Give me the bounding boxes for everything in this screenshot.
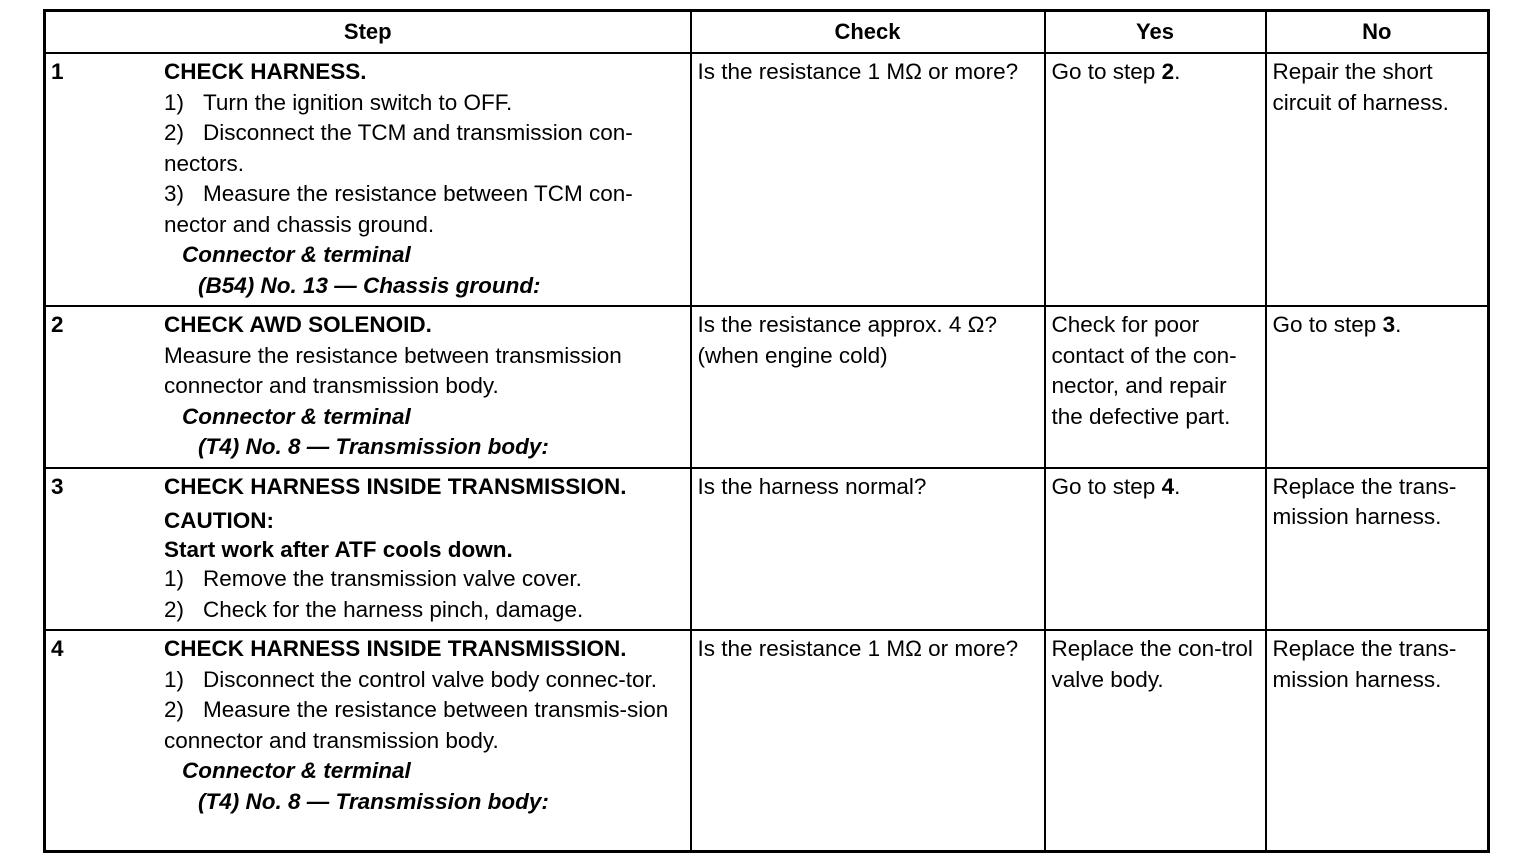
table-row bbox=[45, 306, 1489, 468]
no-cell: Replace the trans-mission harness. bbox=[1266, 468, 1489, 631]
substep: 1) Disconnect the control valve body connec-tor. bbox=[164, 666, 657, 692]
caution-text: Start work after ATF cools down. bbox=[164, 537, 513, 562]
no-cell: Repair the short circuit of harness. bbox=[1266, 53, 1489, 306]
substep: 2) Disconnect the TCM and transmission con-nectors. bbox=[164, 120, 633, 176]
header-row bbox=[45, 11, 1489, 54]
table-row bbox=[45, 468, 1489, 631]
substep: 1) Turn the ignition switch to OFF. bbox=[164, 89, 513, 115]
substep: 1) Remove the transmission valve cover. bbox=[164, 566, 582, 591]
step-cell bbox=[45, 468, 691, 631]
step-reference: 2 bbox=[1161, 59, 1175, 84]
step-cell bbox=[45, 630, 691, 851]
yes-cell: Go to step 2. bbox=[1045, 53, 1266, 306]
connector-value: (B54) No. 13 — Chassis ground: bbox=[198, 272, 541, 298]
header-no: No bbox=[1266, 11, 1489, 54]
step-number: 1 bbox=[51, 59, 64, 84]
yes-cell: Replace the con-trol valve body. bbox=[1045, 630, 1266, 851]
step-reference: 3 bbox=[1382, 312, 1396, 337]
step-cell bbox=[45, 306, 691, 468]
yes-cell: Go to step 4. bbox=[1045, 468, 1266, 631]
step-reference: 4 bbox=[1161, 473, 1175, 499]
diagnostic-table bbox=[43, 9, 1490, 853]
connector-value: (T4) No. 8 — Transmission body: bbox=[198, 434, 549, 459]
no-cell: Replace the trans-mission harness. bbox=[1266, 630, 1489, 851]
step-title: CHECK HARNESS. bbox=[164, 59, 367, 84]
connector-value: (T4) No. 8 — Transmission body: bbox=[198, 788, 549, 814]
substep: 3) Measure the resistance between TCM con-nector and chassis ground. bbox=[164, 181, 633, 237]
step-number: 3 bbox=[51, 473, 64, 499]
header-check: Check bbox=[691, 11, 1045, 54]
step-cell bbox=[45, 53, 691, 306]
table-row bbox=[45, 53, 1489, 306]
yes-cell: Check for poor contact of the con-nector, and repair the defective part. bbox=[1045, 306, 1266, 468]
check-cell: Is the resistance 1 MΩ or more? bbox=[691, 53, 1045, 306]
connector-label: Connector & terminal bbox=[182, 758, 411, 783]
step-title: CHECK HARNESS INSIDE TRANSMISSION. bbox=[164, 473, 627, 499]
header-yes: Yes bbox=[1045, 11, 1266, 54]
step-title: CHECK AWD SOLENOID. bbox=[164, 312, 432, 337]
step-number: 4 bbox=[51, 636, 64, 661]
check-cell: Is the resistance 1 MΩ or more? bbox=[691, 630, 1045, 851]
check-cell: Is the harness normal? bbox=[691, 468, 1045, 631]
step-number: 2 bbox=[51, 312, 64, 337]
step-title: CHECK HARNESS INSIDE TRANSMISSION. bbox=[164, 636, 627, 661]
substep: 2) Measure the resistance between transmis-sion connector and transmission body. bbox=[164, 697, 669, 753]
check-cell: Is the resistance approx. 4 Ω? (when engine cold) bbox=[691, 306, 1045, 468]
substep: 2) Check for the harness pinch, damage. bbox=[164, 596, 584, 622]
table-row bbox=[45, 630, 1489, 851]
no-cell: Go to step 3. bbox=[1266, 306, 1489, 468]
connector-label: Connector & terminal bbox=[182, 403, 411, 429]
header-step: Step bbox=[45, 11, 691, 54]
connector-label: Connector & terminal bbox=[182, 242, 411, 267]
step-text: Measure the resistance between transmission connector and transmission body. bbox=[164, 342, 622, 398]
caution-label: CAUTION: bbox=[164, 508, 274, 533]
